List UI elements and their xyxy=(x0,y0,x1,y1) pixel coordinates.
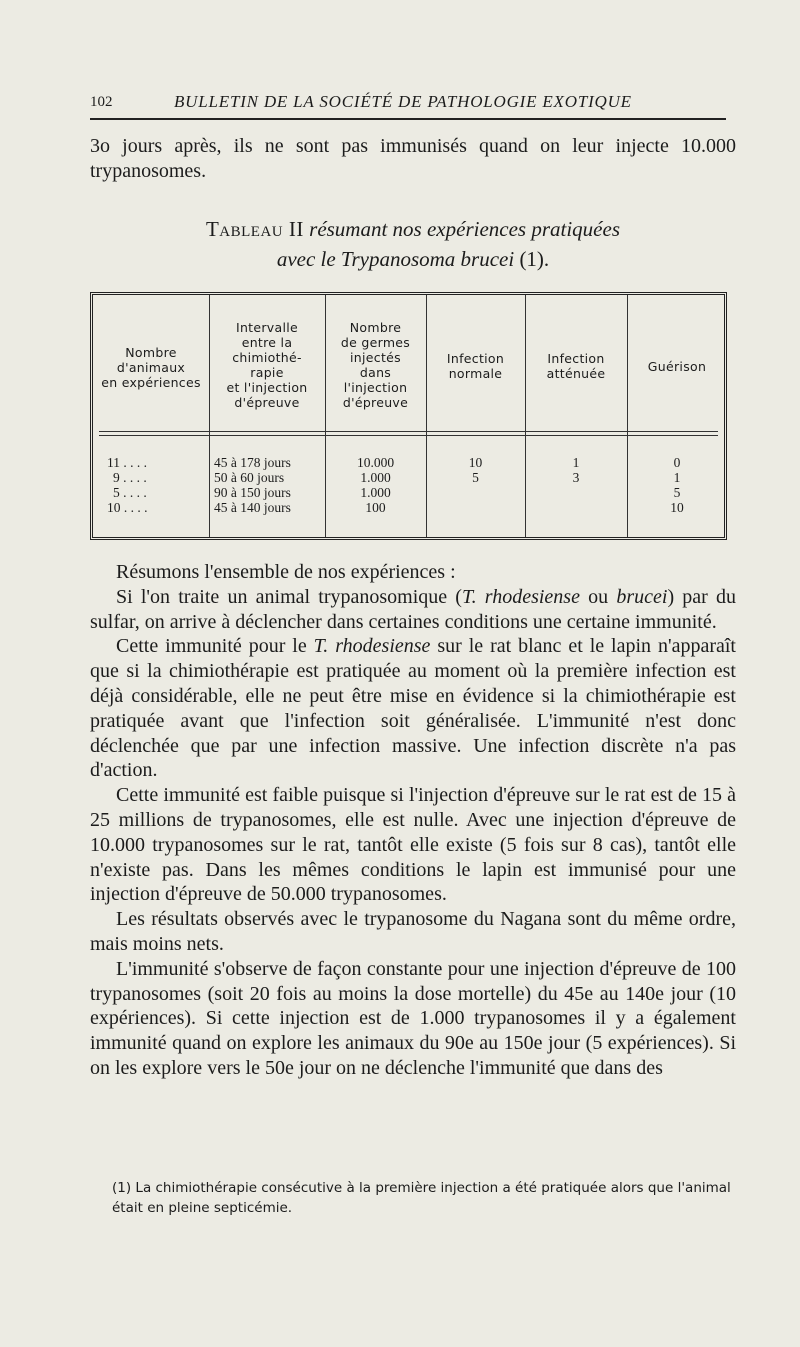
cell-animals: 11 . . . . xyxy=(107,455,147,470)
cell-cured: 10 xyxy=(670,500,684,515)
journal-title: BULLETIN DE LA SOCIÉTÉ DE PATHOLOGIE EXOTIQUE xyxy=(174,92,632,111)
col-header-cured: Guérison xyxy=(647,359,707,374)
text-run: sur le rat blanc et le lapin n'apparaît que si la chimiothérapie est pratiquée au moment où la première infection est déjà considérable, elle ne peut être mise en évidence si la chimiothérapie est pratiquée avant que l'infection soit généralisée. L'immunité n'est donc déclenchée que par une infection massive. Une infection discrète n'a pas d'action. xyxy=(90,635,736,782)
cell-normal: 10 xyxy=(468,455,483,470)
col-header-interval: Intervalle entre la chimiothé- rapie et l'injection d'épreuve xyxy=(226,320,308,410)
results-table xyxy=(90,292,727,540)
footnote-marker: (1) xyxy=(112,1180,132,1196)
cell-animals: 5 . . . . xyxy=(113,485,147,500)
cell-germs: 1.000 xyxy=(360,470,391,485)
col-header-germs: Nombre de germes injectés dans l'injection d'épreuve xyxy=(340,320,411,410)
cell-germs: 100 xyxy=(365,500,386,515)
species-name: brucei xyxy=(616,585,668,608)
table-caption xyxy=(90,214,736,274)
col-header-animals: Nombre d'animaux en expériences xyxy=(101,345,201,390)
intro-paragraph xyxy=(90,134,736,184)
page-number: 102 xyxy=(90,94,113,110)
cell-attenuated: 3 xyxy=(572,470,580,485)
col-header-normal: Infection normale xyxy=(446,351,505,381)
text-run: Cette immunité pour le xyxy=(116,635,314,658)
cell-germs: 1.000 xyxy=(360,485,391,500)
cell-interval: 45 à 178 jours xyxy=(214,455,291,470)
footnote xyxy=(112,1178,734,1218)
paragraph-nagana: Les résultats observés avec le trypanosome du Nagana sont du même ordre, mais moins nets. xyxy=(90,908,736,955)
species-name: T. rhodesiense xyxy=(313,635,431,658)
paragraph-constant-immunity: L'immunité s'observe de façon constante pour une injection d'épreuve de 100 trypanosomes (soit 20 fois au moins la dose mortelle) du 45e au 140e jour (10 expériences). Si cette injection est de 1.000 trypanosomes il y a également immunité quand on explore les animaux du 90e au 150e jour (5 expériences). Si on les explore vers le 50e jour on ne déclenche l'immunité que dans des xyxy=(90,957,736,1079)
paragraph-rhodesiense xyxy=(90,634,736,783)
paragraph-summary: Résumons l'ensemble de nos expériences : xyxy=(116,561,456,583)
caption-lead: Tableau II xyxy=(205,217,304,241)
species-name: T. rhodesiense xyxy=(461,585,580,608)
cell-animals: 10 . . . . xyxy=(107,500,148,515)
footnote-text: La chimiothérapie consécutive à la première injection a été pratiquée alors que l'animal était en pleine septicémie. xyxy=(112,1180,731,1216)
caption-line2: avec le Trypanosoma brucei xyxy=(276,247,515,271)
cell-interval: 45 à 140 jours xyxy=(214,500,291,515)
caption-rest: résumant nos expériences pratiquées xyxy=(303,217,620,241)
paragraph-weak-immunity: Cette immunité est faible puisque si l'injection d'épreuve sur le rat est de 15 à 25 millions de trypanosomes, elle est nulle. Avec une injection d'épreuve de 10.000 trypanosomes sur le rat, tantôt elle existe (5 fois sur 8 cas), tantôt elle n'existe pas. Dans les mêmes conditions le lapin est immunisé pour une injection d'épreuve de 50.000 trypanosomes. xyxy=(90,784,736,906)
cell-interval: 50 à 60 jours xyxy=(214,470,285,485)
cell-attenuated: 1 xyxy=(572,455,580,470)
cell-cured: 0 xyxy=(673,455,681,470)
cell-normal: 5 xyxy=(472,470,479,485)
text-run: ) par du sulfar, on arrive à déclencher dans certaines conditions une certaine immunité. xyxy=(90,585,736,633)
paragraph-treatment xyxy=(90,585,736,635)
col-header-attenuated: Infection atténuée xyxy=(546,351,606,381)
cell-germs: 10.000 xyxy=(356,455,395,470)
cell-animals: 9 . . . . xyxy=(113,470,147,485)
text-run: ou xyxy=(579,585,617,608)
text-run: Si l'on traite un animal trypanosomique ( xyxy=(116,585,462,608)
intro-text: 3o jours après, ils ne sont pas immunisés quand on leur injecte 10.000 trypanosomes. xyxy=(90,135,736,182)
cell-cured: 5 xyxy=(673,485,681,500)
body-text xyxy=(90,560,736,1081)
running-header xyxy=(90,92,726,120)
cell-interval: 90 à 150 jours xyxy=(214,485,291,500)
caption-footnote-ref: (1). xyxy=(514,247,550,271)
cell-cured: 1 xyxy=(673,470,681,485)
